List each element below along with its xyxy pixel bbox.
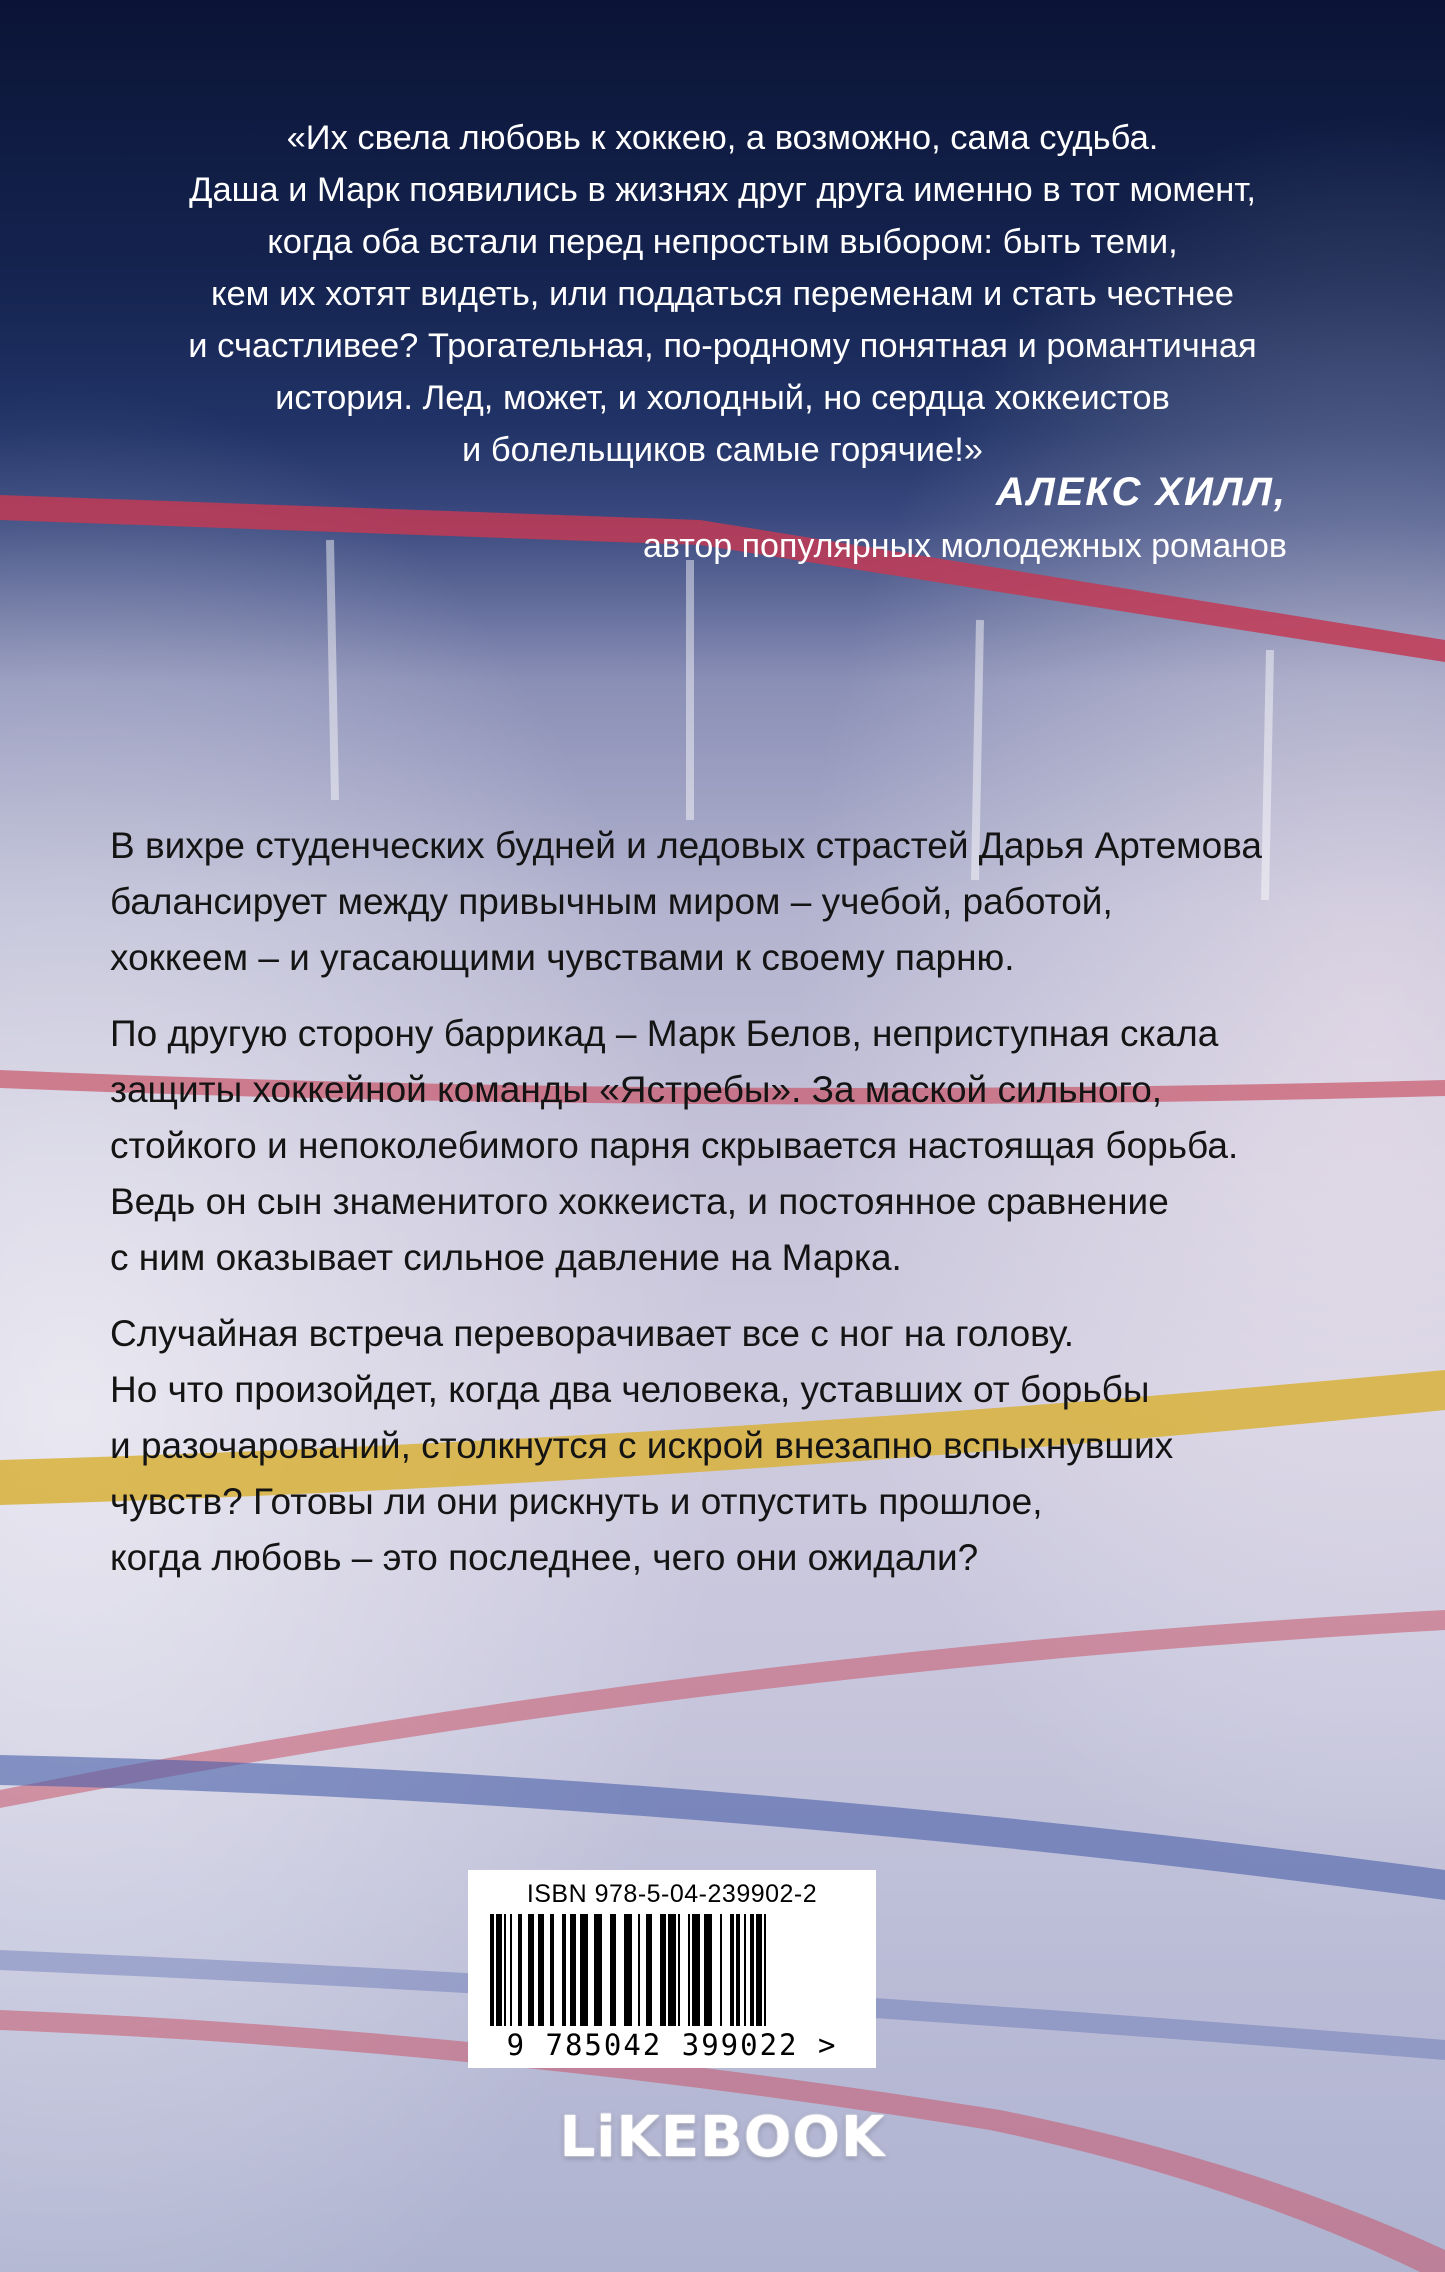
barcode-bar [764,1914,766,2026]
barcode-bar [692,1914,700,2026]
barcode-bar [646,1914,652,2026]
barcode-number: 9 785042 399022 > [506,2028,838,2062]
barcode-bar [528,1914,534,2026]
annotation-line: и разочарований, столкнутся с искрой внезапно вспыхнувших [110,1425,1174,1466]
barcode-bar [570,1914,576,2026]
annotation-line: с ним оказывает сильное давление на Марка. [110,1237,902,1278]
annotation-line: защиты хоккейной команды «Ястребы». За маской сильного, [110,1069,1163,1110]
barcode-bar [704,1914,712,2026]
barcode-bar [580,1914,588,2026]
barcode-bar [518,1914,522,2026]
barcode-bar [594,1914,602,2026]
barcode-bar [538,1914,544,2026]
barcode-bar [610,1914,616,2026]
annotation-line: хоккеем – и угасающими чувствами к своему парню. [110,937,1015,978]
quote-author-role: автор популярных молодежных романов [642,527,1287,565]
barcode-bar [668,1914,676,2026]
endorsement-quote [60,112,1385,476]
book-annotation [110,818,1350,1606]
barcode-bar [756,1914,762,2026]
barcode-bars [490,1914,854,2026]
annotation-line: когда любовь – это последнее, чего они ожидали? [110,1537,979,1578]
barcode-bar [750,1914,754,2026]
barcode-bar [730,1914,734,2026]
barcode-bar [720,1914,722,2026]
annotation-paragraph [110,1006,1350,1286]
barcode-bar [490,1914,494,2026]
barcode-bar [550,1914,554,2026]
barcode-bar [504,1914,506,2026]
isbn-barcode [468,1870,876,2068]
barcode-bar [510,1914,512,2026]
quote-line: кем их хотят видеть, или поддаться переменам и стать честнее [211,275,1234,313]
annotation-line: В вихре студенческих будней и ледовых страстей Дарья Артемова [110,825,1262,866]
annotation-line: Ведь он сын знаменитого хоккеиста, и постоянное сравнение [110,1181,1169,1222]
quote-author-name: АЛЕКС ХИЛЛ, [995,470,1287,514]
annotation-line: Случайная встреча переворачивает все с ног на голову. [110,1313,1075,1354]
annotation-line: балансирует между привычным миром – учебой, работой, [110,881,1113,922]
annotation-line: стойкого и непоколебимого парня скрывается настоящая борьба. [110,1125,1239,1166]
quote-line: «Их свела любовь к хоккею, а возможно, сама судьба. [286,119,1159,157]
barcode-bar [744,1914,746,2026]
quote-line: и счастливее? Трогательная, по-родному понятная и романтичная [188,327,1257,365]
annotation-paragraph [110,818,1350,986]
annotation-line: чувств? Готовы ли они рискнуть и отпустить прошлое, [110,1481,1043,1522]
barcode-bar [624,1914,632,2026]
quote-line: Даша и Марк появились в жизнях друг друга именно в тот момент, [189,171,1256,209]
barcode-bar [688,1914,690,2026]
barcode-bar [678,1914,680,2026]
quote-attribution [643,462,1287,570]
annotation-line: По другую сторону баррикад – Марк Белов, неприступная скала [110,1013,1219,1054]
barcode-bar [496,1914,502,2026]
quote-line: история. Лед, может, и холодный, но сердца хоккеистов [275,379,1170,417]
barcode-bar [736,1914,740,2026]
barcode-bar [660,1914,666,2026]
publisher-logo: LiKEBOOK [559,2105,886,2170]
isbn-label: ISBN 978-5-04-239902-2 [526,1880,818,1908]
annotation-line: Но что произойдет, когда два человека, уставших от борьбы [110,1369,1150,1410]
quote-line: когда оба встали перед непростым выбором: быть теми, [267,223,1178,261]
annotation-paragraph [110,1306,1350,1586]
barcode-bar [638,1914,640,2026]
quote-line: и болельщиков самые горячие!» [462,431,983,469]
barcode-bar [562,1914,566,2026]
